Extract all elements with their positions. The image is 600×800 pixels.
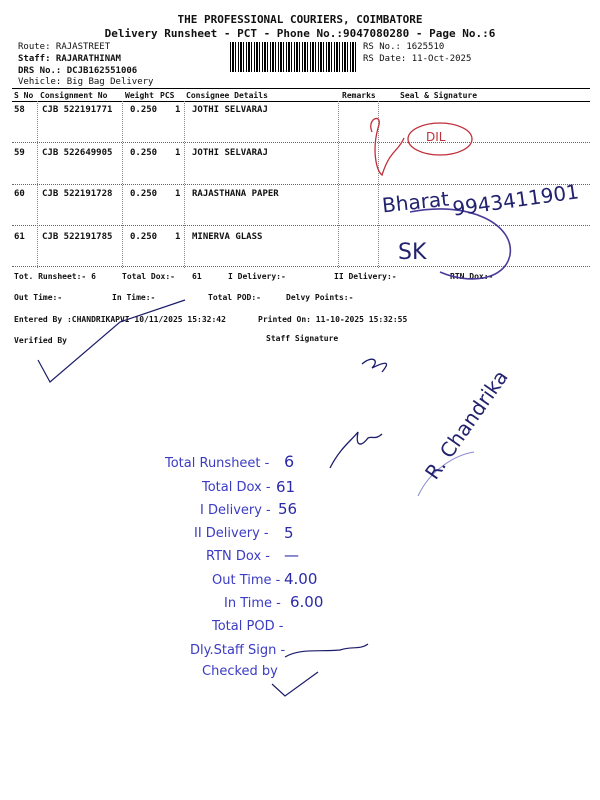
- remark-handwriting: DIL: [426, 130, 446, 144]
- stamp-in-time-value: 6.00: [290, 593, 324, 611]
- col-sno: S No: [14, 91, 34, 100]
- col-seal-signature: Seal & Signature: [400, 91, 478, 100]
- row-consignment: CJB 522191785: [42, 232, 113, 242]
- i-delivery: I Delivery:-: [228, 272, 286, 281]
- stamp-total-dox-value: 61: [276, 478, 296, 496]
- stamp-dly-staff-sign-label: Dly.Staff Sign -: [190, 643, 286, 658]
- row-sno: 60: [14, 189, 25, 199]
- row-weight: 0.250: [130, 105, 158, 115]
- drs-number: DRS No.: DCJB162551006: [18, 66, 138, 76]
- row-consignment: CJB 522191728: [42, 189, 113, 199]
- row-consignee: MINERVA GLASS: [192, 232, 263, 242]
- row-sno: 59: [14, 148, 25, 158]
- stamp-in-time-label: In Time -: [224, 596, 281, 611]
- verified-by: Verified By: [14, 336, 67, 345]
- stamp-ii-delivery-value: 5: [284, 524, 294, 542]
- row-sno: 58: [14, 105, 25, 115]
- entered-by: Entered By :CHANDRIKAPVI 10/11/2025 15:32:42: [14, 315, 226, 324]
- stamp-out-time-label: Out Time -: [212, 573, 281, 588]
- row-weight: 0.250: [130, 232, 158, 242]
- col-consignee: Consignee Details: [186, 91, 268, 100]
- total-dox-value: 61: [192, 272, 202, 281]
- stamp-rtn-dox-value: —: [284, 546, 299, 564]
- row-consignee: RAJASTHANA PAPER: [192, 189, 279, 199]
- col-weight: Weight: [125, 91, 154, 100]
- col-remarks: Remarks: [342, 91, 376, 100]
- route: Route: RAJASTREET: [18, 42, 111, 52]
- rs-date: RS Date: 11-Oct-2025: [363, 54, 472, 64]
- stamp-total-runsheet-value: 6: [284, 452, 295, 471]
- row-consignee: JOTHI SELVARAJ: [192, 148, 268, 158]
- document-title: THE PROFESSIONAL COURIERS, COIMBATORE: [177, 13, 423, 26]
- checker-signature: R. Chandrika: [420, 365, 513, 484]
- row-consignee: JOTHI SELVARAJ: [192, 105, 268, 115]
- vehicle: Vehicle: Big Bag Delivery: [18, 77, 154, 87]
- staff-signature: Staff Signature: [266, 334, 339, 343]
- receiver-phone: 9943411901: [450, 179, 581, 221]
- col-pcs: PCS: [160, 91, 175, 100]
- document-subtitle: Delivery Runsheet - PCT - Phone No.:9047080280 - Page No.:6: [104, 27, 496, 40]
- row-weight: 0.250: [130, 148, 158, 158]
- ii-delivery: II Delivery:-: [334, 272, 397, 281]
- tot-runsheet: Tot. Runsheet:- 6: [14, 272, 96, 281]
- row-weight: 0.250: [130, 189, 158, 199]
- delvy-points: Delvy Points:-: [286, 293, 354, 302]
- stamp-rtn-dox-label: RTN Dox -: [206, 549, 270, 564]
- stamp-ii-delivery-label: II Delivery -: [194, 526, 269, 541]
- stamp-total-pod-label: Total POD -: [212, 619, 284, 634]
- row-pcs: 1: [175, 105, 181, 115]
- rs-number: RS No.: 1625510: [363, 42, 445, 52]
- col-consignment: Consignment No: [40, 91, 108, 100]
- stamp-total-dox-label: Total Dox -: [202, 480, 271, 495]
- row-consignment: CJB 522191771: [42, 105, 113, 115]
- printed-on: Printed On: 11-10-2025 15:32:55: [258, 315, 408, 324]
- stamp-total-runsheet-label: Total Runsheet -: [165, 456, 270, 471]
- total-pod: Total POD:-: [208, 293, 261, 302]
- row-pcs: 1: [175, 148, 181, 158]
- stamp-checked-by-label: Checked by: [202, 664, 278, 679]
- stamp-out-time-value: 4.00: [284, 570, 318, 588]
- row-pcs: 1: [175, 232, 181, 242]
- row-sno: 61: [14, 232, 25, 242]
- stamp-i-delivery-value: 56: [278, 500, 298, 518]
- row-consignment: CJB 522649905: [42, 148, 113, 158]
- receiver-initials: SK: [398, 240, 427, 265]
- total-dox-label: Total Dox:-: [122, 272, 175, 281]
- stamp-i-delivery-label: I Delivery -: [200, 503, 271, 518]
- staff: Staff: RAJARATHINAM: [18, 54, 121, 64]
- row-pcs: 1: [175, 189, 181, 199]
- rtn-dox: RTN Dox:-: [450, 272, 494, 281]
- receiver-signature: Bharat: [380, 186, 451, 218]
- out-time: Out Time:-: [14, 293, 63, 302]
- in-time: In Time:-: [112, 293, 156, 302]
